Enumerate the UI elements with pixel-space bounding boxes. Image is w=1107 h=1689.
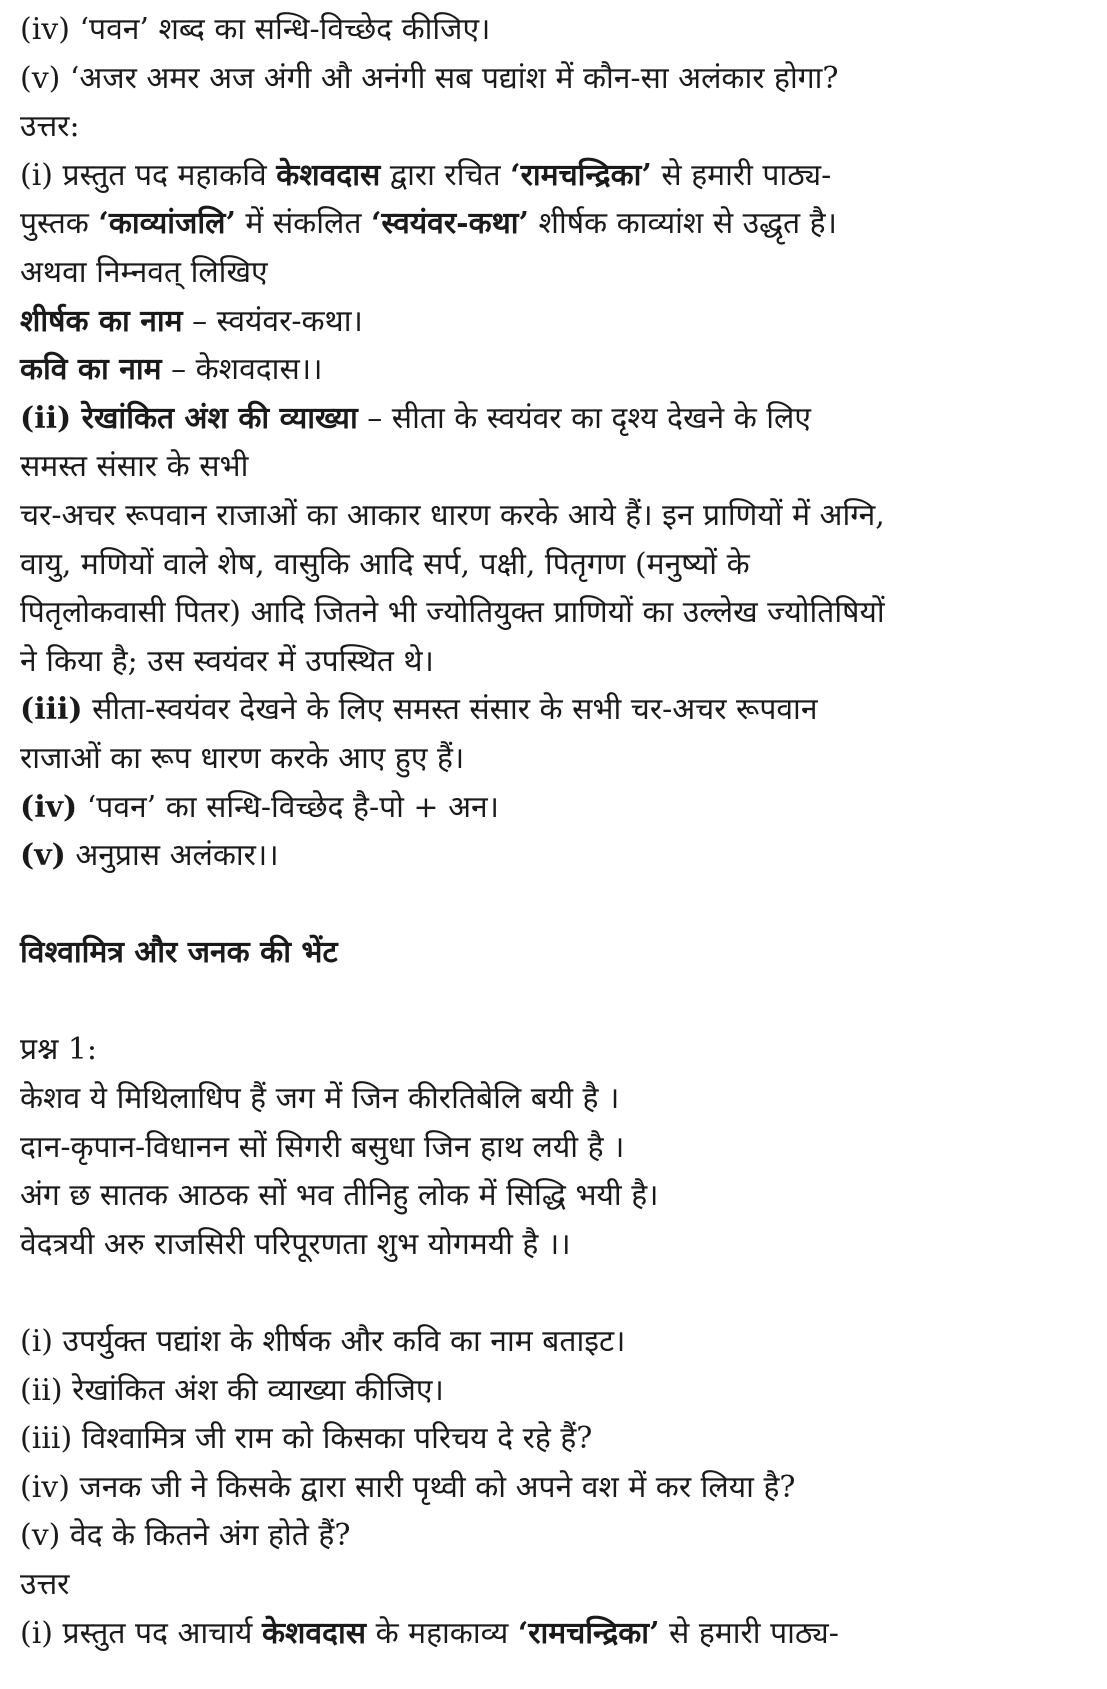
verse-line-3: अंग छ सातक आठक सों भव तीनिहु लोक में सिद्धि भयी है।	[20, 1178, 659, 1214]
poet-name: केशवदास	[261, 1615, 367, 1651]
answer-3-line-2: राजाओं का रूप धारण करके आए हुए हैं।	[20, 740, 465, 776]
answer-2-line-6: ने किया है; उस स्वयंवर में उपस्थित थे।	[20, 643, 434, 679]
section-answer-label: उत्तर	[20, 1567, 70, 1602]
spacer	[20, 1269, 1107, 1318]
answer-5-label: (v)	[20, 838, 66, 874]
answer-1-line-1: (i) प्रस्तुत पद महाकवि केशवदास द्वारा रचित ‘रामचन्द्रिका’ से हमारी पाठ्य-	[20, 157, 832, 193]
sub-question-3: (iii) विश्वामित्र जी राम को किसका परिचय दे रहे हैं?	[20, 1421, 593, 1457]
sub-question-4: (iv) जनक जी ने किसके द्वारा सारी पृथ्वी को अपने वश में कर लिया है?	[20, 1469, 796, 1505]
answer-5: (v) अनुप्रास अलंकार।।	[20, 838, 279, 874]
title-name-line: शीर्षक का नाम – स्वयंवर-कथा।	[20, 303, 363, 339]
answer-3-label: (iii)	[20, 692, 83, 728]
question-5-text: (v) ‘अजर अमर अज अंगी औ अनंगी सब पद्यांश में कौन-सा अलंकार होगा?	[20, 60, 839, 96]
answer-2-label: (ii) रेखांकित अंश की व्याख्या	[20, 400, 358, 436]
answer-4: (iv) ‘पवन’ का सन्धि-विच्छेद है-पो + अन।	[20, 789, 500, 825]
book-name: ‘रामचन्द्रिका’	[517, 1615, 660, 1651]
answer-1-line-2: पुस्तक ‘काव्यांजलि’ में संकलित ‘स्वयंवर-कथा’ शीर्षक काव्यांश से उद्धृत है।	[20, 206, 837, 242]
answer-2-line-4: वायु, मणियों वाले शेष, वासुकि आदि सर्प, पक्षी, पितृगण (मनुष्यों के	[20, 546, 750, 582]
section-heading: विश्वामित्र और जनक की भेंट	[20, 935, 338, 971]
sub-question-5: (v) वेद के कितने अंग होते हैं?	[20, 1518, 351, 1554]
poet-label: कवि का नाम	[20, 352, 162, 388]
spacer	[20, 978, 1107, 1027]
section-answer-1-line-1: (i) प्रस्तुत पद आचार्य केशवदास के महाकाव्य ‘रामचन्द्रिका’ से हमारी पाठ्य-	[20, 1615, 839, 1651]
poet-name: केशवदास	[276, 157, 381, 193]
answer-4-label: (iv)	[20, 789, 78, 825]
answer-3-line-1: (iii) सीता-स्वयंवर देखने के लिए समस्त संसार के सभी चर-अचर रूपवान	[20, 692, 818, 728]
book-name: ‘रामचन्द्रिका’	[510, 157, 652, 193]
sub-question-2: (ii) रेखांकित अंश की व्याख्या कीजिए।	[20, 1372, 444, 1408]
question-label: प्रश्न 1:	[20, 1032, 98, 1068]
poet-name-line: कवि का नाम – केशवदास।।	[20, 352, 323, 388]
question-4-text: (iv) ‘पवन’ शब्द का सन्धि-विच्छेद कीजिए।	[20, 12, 491, 47]
collection-name: ‘काव्यांजलि’	[98, 206, 236, 242]
answer-2-line-2: समस्त संसार के सभी	[20, 449, 249, 485]
verse-line-1: केशव ये मिथिलाधिप हैं जग में जिन कीरतिबेलि बयी है ।	[20, 1081, 620, 1117]
sub-question-1: (i) उपर्युक्त पद्यांश के शीर्षक और कवि का नाम बताइट।	[20, 1324, 626, 1360]
title-label: शीर्षक का नाम	[20, 303, 183, 339]
spacer	[20, 881, 1107, 930]
answer-2-line-3: चर-अचर रूपवान राजाओं का आकार धारण करके आये हैं। इन प्राणियों में अग्नि,	[20, 497, 885, 533]
poem-title: ‘स्वयंवर-कथा’	[370, 206, 530, 242]
verse-line-2: दान-कृपान-विधानन सों सिगरी बसुधा जिन हाथ लयी है ।	[20, 1129, 625, 1165]
answer-2-line-5: पितृलोकवासी पितर) आदि जितने भी ज्योतियुक्त प्राणियों का उल्लेख ज्योतिषियों	[20, 595, 885, 631]
verse-line-4: वेदत्रयी अरु राजसिरी परिपूरणता शुभ योगमयी है ।।	[20, 1226, 571, 1262]
answer-label: उत्तर:	[20, 109, 80, 145]
answer-2-line-1: (ii) रेखांकित अंश की व्याख्या – सीता के स्वयंवर का दृश्य देखने के लिए	[20, 400, 811, 436]
answer-1-alt: अथवा निम्नवत् लिखिए	[20, 254, 268, 290]
